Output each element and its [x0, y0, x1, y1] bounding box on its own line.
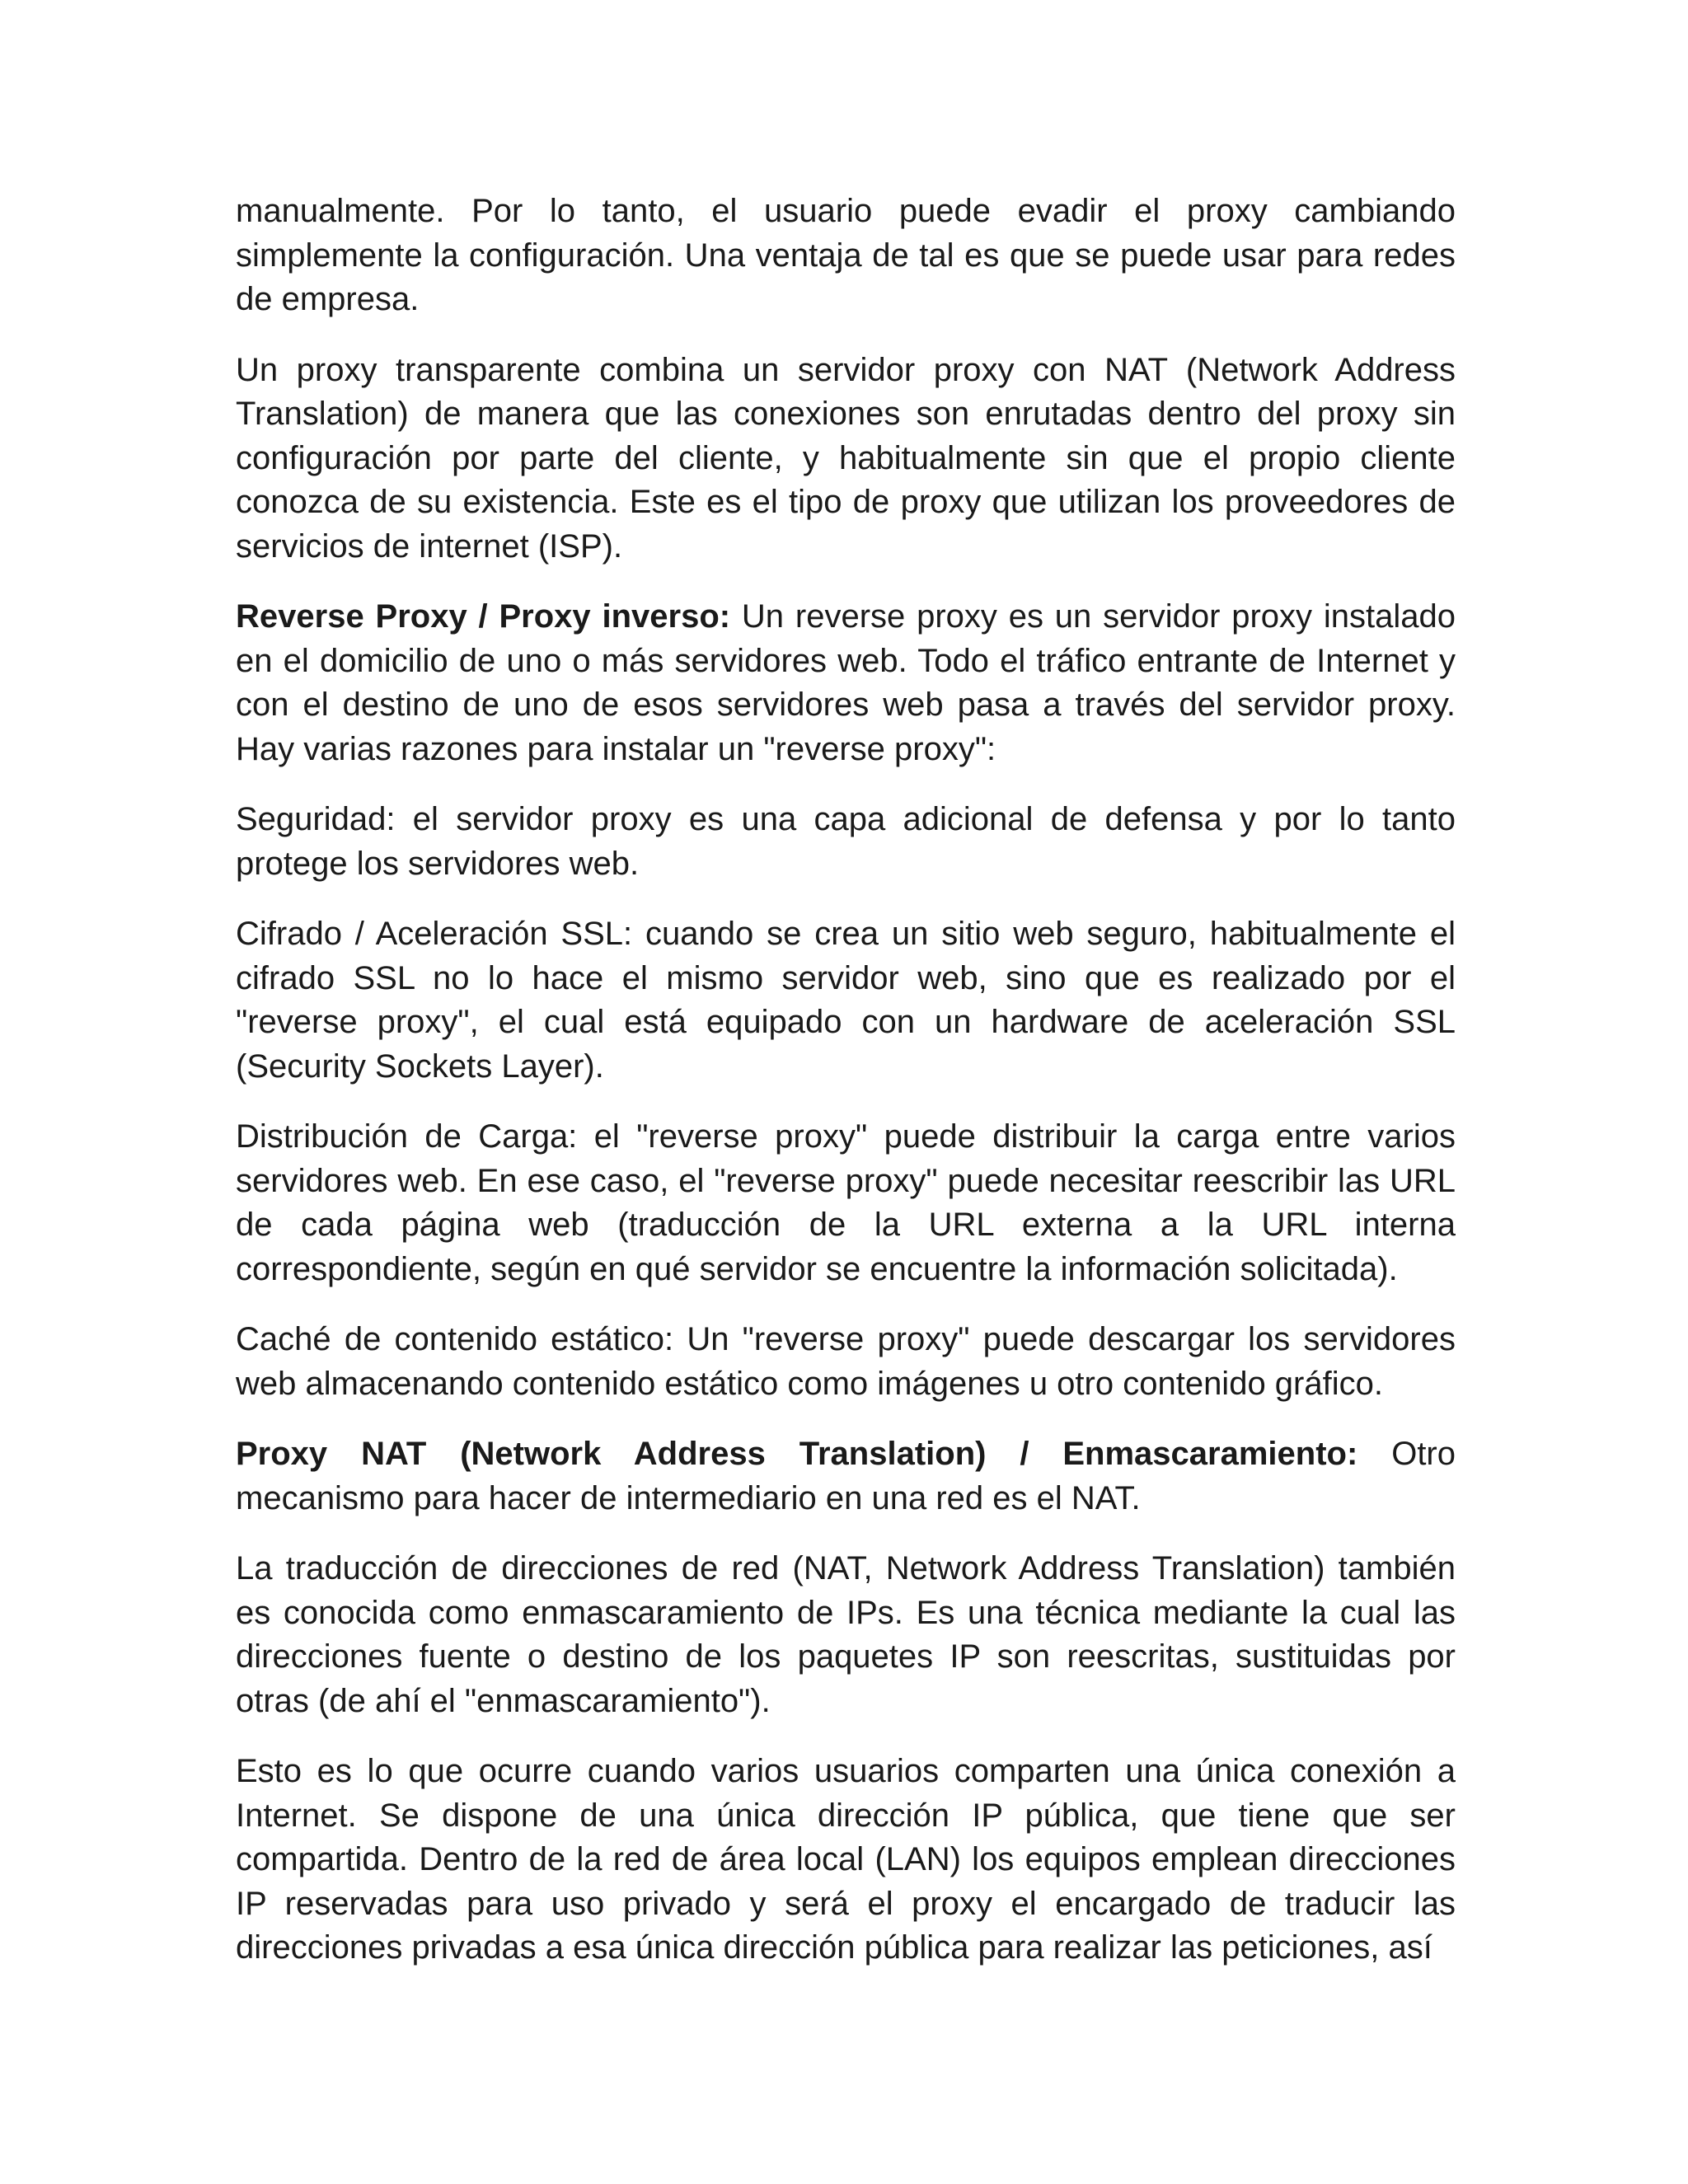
document-body [236, 190, 1456, 1997]
paragraph-text: Seguridad: el servidor proxy es una capa adicional de defensa y por lo tanto protege los servidores web. [236, 801, 1456, 882]
paragraph-heading: Proxy NAT (Network Address Translation) / Enmascaramiento: [236, 1436, 1358, 1472]
paragraph-text: Caché de contenido estático: Un "reverse proxy" puede descargar los servidores web almacenando contenido estático como imágenes u otro contenido gráfico. [236, 1321, 1456, 1402]
paragraph-text: Un reverse proxy es un servidor proxy instalado en el domicilio de uno o más servidores web. Todo el tráfico entrante de Internet y con el destino de uno de esos servidores web pasa a través del servidor proxy. Hay varias razones para instalar un "reverse proxy": [236, 598, 1456, 767]
paragraph-reverse-proxy [236, 595, 1456, 771]
paragraph [236, 798, 1456, 886]
paragraph [236, 349, 1456, 569]
paragraph-text: Un proxy transparente combina un servidor proxy con NAT (Network Address Translation) de manera que las conexiones son enrutadas dentro del proxy sin configuración por parte del cliente, y habitualmente sin que el propio cliente conozca de su existencia. Este es el tipo de proxy que utilizan los proveedores de servicios de internet (ISP). [236, 351, 1456, 565]
paragraph-text: Esto es lo que ocurre cuando varios usuarios comparten una única conexión a Internet. Se dispone de una única dirección IP pública, que tiene que ser compartida. Dentro de la red de área local (LAN) los equipos emplean direcciones IP reservadas para uso privado y será el proxy el encargado de traducir las direcciones privadas a esa única dirección pública para realizar las peticiones, así [236, 1753, 1456, 1966]
paragraph [236, 1750, 1456, 1971]
paragraph-text: La traducción de direcciones de red (NAT, Network Address Translation) también es conocida como enmascaramiento de IPs. Es una técnica mediante la cual las direcciones fuente o destino de los paquetes IP son reescritas, sustituidas por otras (de ahí el "enmascaramiento"). [236, 1550, 1456, 1719]
paragraph-text: manualmente. Por lo tanto, el usuario puede evadir el proxy cambiando simplemente la configuración. Una ventaja de tal es que se puede usar para redes de empresa. [236, 193, 1456, 317]
paragraph [236, 1318, 1456, 1406]
paragraph-heading: Reverse Proxy / Proxy inverso: [236, 598, 731, 635]
paragraph [236, 1115, 1456, 1291]
paragraph [236, 1547, 1456, 1723]
paragraph-text: Cifrado / Aceleración SSL: cuando se crea un sitio web seguro, habitualmente el cifrado SSL no lo hace el mismo servidor web, sino que es realizado por el "reverse proxy", el cual está equipado con un hardware de aceleración SSL (Security Sockets Layer). [236, 916, 1456, 1085]
paragraph-text: Distribución de Carga: el "reverse proxy" puede distribuir la carga entre varios servidores web. En ese caso, el "reverse proxy" puede necesitar reescribir las URL de cada página web (traducción de la URL externa a la URL interna correspondiente, según en qué servidor se encuentre la información solicitada). [236, 1118, 1456, 1287]
paragraph-text: Otro mecanismo para hacer de intermediario en una red es el NAT. [236, 1436, 1456, 1516]
paragraph [236, 912, 1456, 1089]
paragraph-proxy-nat [236, 1432, 1456, 1521]
paragraph [236, 190, 1456, 322]
